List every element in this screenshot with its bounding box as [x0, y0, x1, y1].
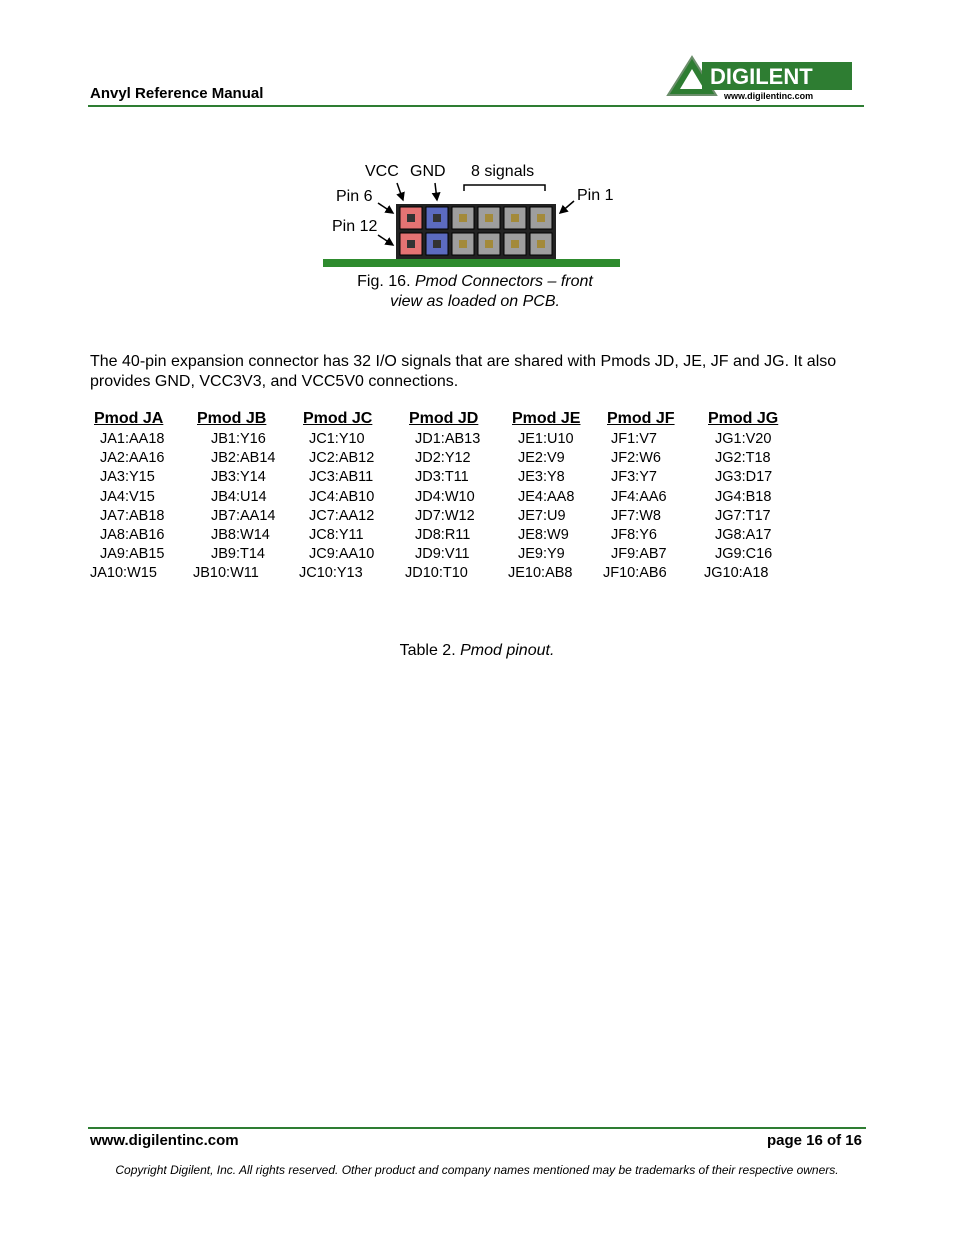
pin-mapping-cell: JG2:T18	[715, 450, 771, 467]
pin-mapping-cell: JG3:D17	[715, 469, 773, 486]
pin-mapping-cell: JE10:AB8	[508, 565, 573, 582]
pin-mapping-cell: JF4:AA6	[611, 488, 667, 505]
pin-mapping-cell: JA8:AB16	[100, 526, 165, 543]
pin-mapping-cell: JC4:AB10	[309, 488, 375, 505]
pin6-arrow	[378, 203, 393, 213]
pin-mapping-cell: JD4:W10	[415, 488, 475, 505]
pin-mapping-cell: JC1:Y10	[309, 431, 365, 447]
figure-caption-text: Pmod Connectors – front view as loaded on PCB.	[390, 273, 593, 310]
pin6-label: Pin 6	[336, 188, 373, 205]
pin-mapping-cell: JG8:A17	[715, 526, 772, 543]
pin-mapping-cell: JE4:AA8	[518, 488, 575, 505]
pmod-connector-figure	[320, 155, 630, 275]
pin-mapping-cell: JC9:AA10	[309, 546, 375, 563]
footer-rule	[88, 1127, 866, 1129]
pmod-column-header: Pmod JD	[409, 410, 479, 427]
pin-mapping-cell: JA9:AB15	[100, 546, 165, 563]
pmod-column-header: Pmod JF	[607, 410, 675, 427]
vcc-label: VCC	[365, 163, 399, 180]
pin-mapping-cell: JF9:AB7	[611, 546, 667, 563]
digilent-logo	[666, 55, 854, 105]
pin-mapping-cell: JC10:Y13	[299, 565, 363, 582]
pin-mapping-cell: JE2:V9	[518, 450, 565, 467]
vcc-arrow	[397, 183, 403, 200]
pin1-arrow	[560, 201, 574, 213]
pin-mapping-cell: JA3:Y15	[100, 469, 155, 486]
logo-url: www.digilentinc.com	[724, 91, 814, 101]
pin-mapping-cell: JF1:V7	[611, 431, 657, 447]
pmod-column	[193, 410, 305, 584]
pin-mapping-cell: JB3:Y14	[211, 469, 266, 486]
pmod-column-header: Pmod JA	[94, 410, 164, 427]
page-number: page 16 of 16	[766, 1132, 862, 1149]
pmod-column-header: Pmod JE	[512, 410, 581, 427]
footer-url[interactable]: www.digilentinc.com	[90, 1132, 239, 1149]
table-caption-prefix: Table 2.	[399, 642, 456, 659]
pin-mapping-cell: JF10:AB6	[603, 565, 667, 582]
pin-mapping-cell: JG4:B18	[715, 488, 772, 505]
pin-mapping-cell: JB9:T14	[211, 546, 265, 563]
pmod-column	[405, 410, 517, 584]
pin-mapping-cell: JC7:AA12	[309, 507, 375, 524]
pmod-column-header: Pmod JB	[197, 410, 267, 427]
pin-mapping-cell: JF3:Y7	[611, 469, 657, 486]
pmod-column	[90, 410, 202, 584]
pin-mapping-cell: JA10:W15	[90, 565, 157, 582]
document-title: Anvyl Reference Manual	[90, 85, 264, 102]
pin-mapping-cell: JF8:Y6	[611, 526, 657, 543]
copyright-notice: Copyright Digilent, Inc. All rights reserved. Other product and company names mentioned may be trademarks of their respective owners.	[115, 1163, 839, 1177]
pin-mapping-cell: JE7:U9	[518, 507, 566, 524]
pin-mapping-cell: JB8:W14	[211, 526, 270, 543]
pin-mapping-cell: JE9:Y9	[518, 546, 565, 563]
pin-mapping-cell: JB10:W11	[193, 565, 259, 582]
pin-mapping-cell: JG1:V20	[715, 431, 772, 447]
pin-mapping-cell: JD1:AB13	[415, 431, 481, 447]
pin-mapping-cell: JB7:AA14	[211, 507, 276, 524]
pmod-column	[299, 410, 411, 584]
pin1-label: Pin 1	[577, 187, 614, 204]
pmod-column	[704, 410, 816, 584]
table-caption	[0, 642, 954, 660]
pin-mapping-cell: JC2:AB12	[309, 450, 375, 467]
signals-bracket	[464, 185, 545, 191]
pin-mapping-cell: JC8:Y11	[309, 526, 364, 543]
pmod-column	[603, 410, 715, 584]
pmod-column	[508, 410, 620, 584]
pin-mapping-cell: JB2:AB14	[211, 450, 276, 467]
pin-mapping-cell: JA2:AA16	[100, 450, 165, 467]
pin-mapping-cell: JB1:Y16	[211, 431, 266, 447]
pin-mapping-cell: JD2:Y12	[415, 450, 471, 467]
pin-mapping-cell: JD7:W12	[415, 507, 475, 524]
pin-mapping-cell: JG9:C16	[715, 546, 773, 563]
pin-mapping-cell: JG7:T17	[715, 507, 771, 524]
pin-mapping-cell: JD3:T11	[415, 469, 469, 486]
expansion-connector-paragraph: The 40-pin expansion connector has 32 I/O signals that are shared with Pmods JD, JE, JF and JG. It also provides GND, VCC3V3, and VCC5V0 connections.	[90, 353, 837, 390]
pin-mapping-cell: JG10:A18	[704, 565, 769, 582]
pin12-arrow	[378, 235, 393, 245]
figure-caption	[350, 272, 600, 312]
header-rule	[88, 105, 864, 107]
pin-mapping-cell: JD10:T10	[405, 565, 468, 582]
gnd-arrow	[435, 183, 437, 200]
pin-mapping-cell: JE8:W9	[518, 526, 569, 543]
pin-mapping-cell: JD9:V11	[415, 546, 470, 563]
gnd-label: GND	[410, 163, 446, 180]
pin-mapping-cell: JB4:U14	[211, 488, 267, 505]
pin-mapping-cell: JF7:W8	[611, 507, 661, 524]
logo-wordmark: DIGILENT	[710, 64, 813, 89]
pin-mapping-cell: JC3:AB11	[309, 469, 374, 486]
pin-mapping-cell: JA7:AB18	[100, 507, 165, 524]
figure-caption-prefix: Fig. 16.	[357, 273, 411, 290]
pin-mapping-cell: JF2:W6	[611, 450, 661, 467]
signals-label: 8 signals	[471, 163, 535, 180]
pin12-label: Pin 12	[332, 218, 378, 235]
pin-mapping-cell: JA4:V15	[100, 488, 155, 505]
pmod-column-header: Pmod JG	[708, 410, 779, 427]
pcb-strip	[323, 259, 620, 267]
pin-mapping-cell: JD8:R11	[415, 526, 471, 543]
pmod-column-header: Pmod JC	[303, 410, 373, 427]
pin-mapping-cell: JA1:AA18	[100, 431, 165, 447]
pin-mapping-cell: JE3:Y8	[518, 469, 565, 486]
pin-mapping-cell: JE1:U10	[518, 431, 574, 447]
table-caption-text: Pmod pinout.	[460, 642, 555, 659]
